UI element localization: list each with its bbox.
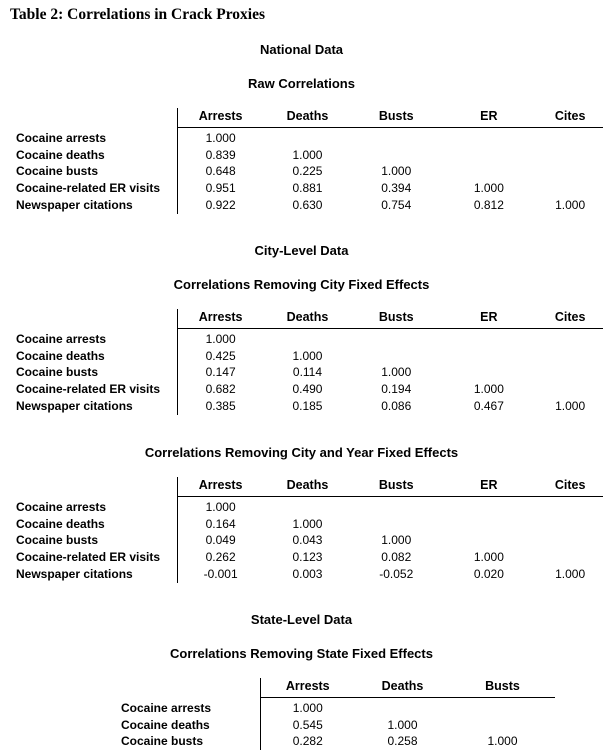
correlation-cell: 0.258 <box>387 734 418 749</box>
correlation-cell: 1.000 <box>292 348 323 363</box>
column-header-busts: Busts <box>352 309 440 328</box>
table-corner <box>10 477 178 496</box>
correlation-cell <box>352 516 440 533</box>
state-heading: State-Level Data <box>250 612 353 627</box>
correlation-cell <box>352 147 440 164</box>
correlation-cell: 0.812 <box>473 197 504 212</box>
state-subheading: Correlations Removing State Fixed Effects <box>170 646 433 661</box>
correlation-cell <box>440 516 537 533</box>
correlation-cell: 1.000 <box>555 398 586 413</box>
row-label: Newspaper citations <box>10 566 178 583</box>
correlation-cell: 1.000 <box>205 331 236 346</box>
correlation-cell <box>537 127 603 146</box>
correlation-cell: 0.490 <box>292 382 323 397</box>
correlation-cell <box>440 496 537 515</box>
table-row <box>10 197 603 214</box>
correlation-cell: 0.147 <box>205 365 236 380</box>
row-label: Cocaine-related ER visits <box>10 180 178 197</box>
correlation-cell: 0.754 <box>381 197 412 212</box>
table-row <box>10 516 603 533</box>
row-label: Cocaine arrests <box>10 496 178 515</box>
row-label: Cocaine busts <box>10 163 178 180</box>
national-subheading: Raw Correlations <box>248 76 355 91</box>
column-header-arrests: Arrests <box>178 477 263 496</box>
correlation-cell: 0.164 <box>205 516 236 531</box>
correlation-cell: 1.000 <box>387 717 418 732</box>
correlation-cell: 1.000 <box>555 566 586 581</box>
correlation-cell: 0.467 <box>473 398 504 413</box>
row-label: Cocaine deaths <box>10 516 178 533</box>
table-row <box>115 733 555 750</box>
correlation-cell <box>537 348 603 365</box>
correlation-cell: 1.000 <box>381 533 412 548</box>
correlation-cell: 0.194 <box>381 382 412 397</box>
correlation-cell: 1.000 <box>381 365 412 380</box>
column-header-cites: Cites <box>537 309 603 328</box>
table-row <box>10 348 603 365</box>
correlation-cell <box>537 496 603 515</box>
table-row <box>115 697 555 716</box>
city-year-subheading: Correlations Removing City and Year Fixed Effects <box>144 445 459 460</box>
row-label: Cocaine deaths <box>10 348 178 365</box>
correlation-cell: 0.049 <box>205 533 236 548</box>
correlation-cell <box>537 516 603 533</box>
correlation-cell: 0.225 <box>292 164 323 179</box>
correlation-cell: 0.394 <box>381 181 412 196</box>
table-row <box>10 328 603 347</box>
correlation-cell: 0.545 <box>292 717 323 732</box>
correlation-cell: 1.000 <box>381 164 412 179</box>
column-header-cites: Cites <box>537 108 603 127</box>
correlation-cell: 1.000 <box>205 499 236 514</box>
table-row <box>10 532 603 549</box>
table-row <box>10 127 603 146</box>
correlation-cell: 0.648 <box>205 164 236 179</box>
table-row <box>10 496 603 515</box>
table-corner <box>115 678 260 697</box>
correlation-cell: 1.000 <box>473 181 504 196</box>
row-label: Cocaine busts <box>115 733 260 750</box>
correlation-cell <box>440 364 537 381</box>
national-heading: National Data <box>259 42 344 57</box>
row-label: Newspaper citations <box>10 197 178 214</box>
correlation-cell <box>352 348 440 365</box>
correlation-cell <box>537 147 603 164</box>
correlation-cell <box>537 364 603 381</box>
correlation-cell: 1.000 <box>292 516 323 531</box>
column-header-busts: Busts <box>352 477 440 496</box>
column-header-arrests: Arrests <box>178 108 263 127</box>
correlation-cell: 0.043 <box>292 533 323 548</box>
correlation-cell <box>440 532 537 549</box>
row-label: Cocaine arrests <box>10 328 178 347</box>
correlation-cell <box>537 549 603 566</box>
correlation-cell: 0.951 <box>205 181 236 196</box>
correlation-cell: 1.000 <box>292 700 323 715</box>
correlation-cell: 1.000 <box>205 130 236 145</box>
correlation-cell <box>352 328 440 347</box>
row-label: Cocaine-related ER visits <box>10 549 178 566</box>
correlation-cell: -0.001 <box>203 566 238 581</box>
column-header-arrests: Arrests <box>260 678 355 697</box>
table-row <box>10 147 603 164</box>
table-row <box>10 566 603 583</box>
column-header-deaths: Deaths <box>263 309 352 328</box>
row-label: Cocaine deaths <box>115 717 260 734</box>
correlation-cell: 0.425 <box>205 348 236 363</box>
correlation-cell <box>352 127 440 146</box>
column-header-deaths: Deaths <box>263 108 352 127</box>
correlation-cell: 1.000 <box>487 734 518 749</box>
correlation-cell <box>450 717 555 734</box>
correlation-cell: 1.000 <box>555 197 586 212</box>
correlation-cell: 0.020 <box>473 566 504 581</box>
correlation-cell <box>537 180 603 197</box>
correlation-cell <box>537 163 603 180</box>
row-label: Cocaine arrests <box>115 697 260 716</box>
correlation-cell <box>263 496 352 515</box>
correlation-cell: 0.839 <box>205 147 236 162</box>
row-label: Cocaine arrests <box>10 127 178 146</box>
correlation-cell: 0.185 <box>292 398 323 413</box>
correlation-cell: 0.630 <box>292 197 323 212</box>
row-label: Cocaine deaths <box>10 147 178 164</box>
table-row <box>10 398 603 415</box>
correlation-cell: 0.114 <box>292 365 323 380</box>
correlation-cell <box>440 328 537 347</box>
correlation-cell: 0.082 <box>381 550 412 565</box>
column-header-er: ER <box>440 477 537 496</box>
correlation-cell: 1.000 <box>473 382 504 397</box>
table-row <box>10 549 603 566</box>
correlation-cell <box>263 328 352 347</box>
correlation-cell <box>440 147 537 164</box>
table-row <box>10 364 603 381</box>
correlation-cell <box>537 381 603 398</box>
correlation-cell <box>440 127 537 146</box>
correlation-cell: 0.881 <box>292 181 323 196</box>
column-header-cites: Cites <box>537 477 603 496</box>
correlation-cell: 1.000 <box>292 147 323 162</box>
city-correlation-table <box>10 309 603 415</box>
correlation-cell: 0.262 <box>205 550 236 565</box>
row-label: Cocaine-related ER visits <box>10 381 178 398</box>
correlation-cell <box>440 348 537 365</box>
correlation-cell: 0.682 <box>205 382 236 397</box>
correlation-cell: -0.052 <box>379 566 414 581</box>
correlation-cell: 0.922 <box>205 197 236 212</box>
table-row <box>10 180 603 197</box>
row-label: Cocaine busts <box>10 532 178 549</box>
column-header-er: ER <box>440 309 537 328</box>
table-corner <box>10 108 178 127</box>
correlation-cell <box>537 532 603 549</box>
row-label: Newspaper citations <box>10 398 178 415</box>
correlation-cell: 0.086 <box>381 398 412 413</box>
correlation-cell: 0.003 <box>292 566 323 581</box>
correlation-cell: 0.123 <box>292 550 323 565</box>
correlation-cell: 0.385 <box>205 398 236 413</box>
correlation-cell <box>355 697 450 716</box>
column-header-er: ER <box>440 108 537 127</box>
state-correlation-table <box>115 678 555 750</box>
correlation-cell <box>263 127 352 146</box>
correlation-cell: 1.000 <box>473 550 504 565</box>
row-label: Cocaine busts <box>10 364 178 381</box>
table-corner <box>10 309 178 328</box>
correlation-cell: 0.282 <box>292 734 323 749</box>
correlation-cell <box>440 163 537 180</box>
correlation-cell <box>537 328 603 347</box>
column-header-arrests: Arrests <box>178 309 263 328</box>
page-title: Table 2: Correlations in Crack Proxies <box>10 6 266 23</box>
column-header-busts: Busts <box>450 678 555 697</box>
table-row <box>10 381 603 398</box>
column-header-deaths: Deaths <box>263 477 352 496</box>
table-row <box>115 717 555 734</box>
column-header-deaths: Deaths <box>355 678 450 697</box>
national-correlation-table <box>10 108 603 214</box>
correlation-cell <box>450 697 555 716</box>
city-subheading: Correlations Removing City Fixed Effects <box>173 277 430 292</box>
column-header-busts: Busts <box>352 108 440 127</box>
city-heading: City-Level Data <box>254 243 349 258</box>
correlation-cell <box>352 496 440 515</box>
table-row <box>10 163 603 180</box>
city-year-correlation-table <box>10 477 603 583</box>
